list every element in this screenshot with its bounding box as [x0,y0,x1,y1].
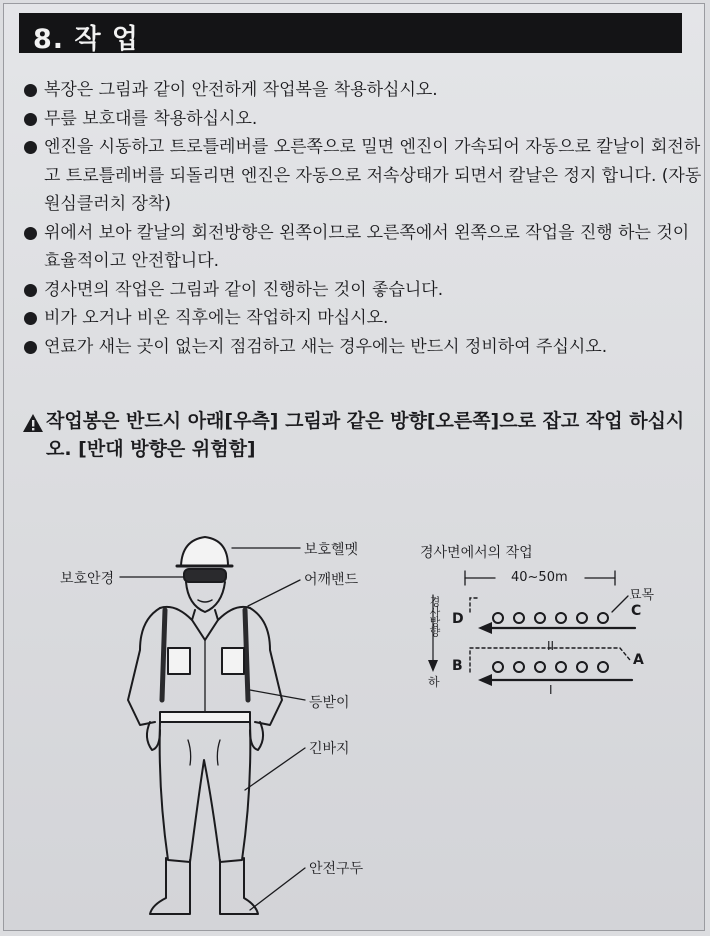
slope-distance-label: 40~50m [511,570,568,585]
warning-text: 작업봉은 반드시 아래[우측] 그림과 같은 방향[오른쪽]으로 잡고 작업 하십시오. [반대 방향은 위험함] [46,410,685,460]
bullet-item: 비가 오거나 비온 직후에는 작업하지 마십시오. [22,304,702,333]
label-helmet: 보호헬멧 [304,542,359,558]
bullet-item: 엔진을 시동하고 트로틀레버를 오른쪽으로 밀면 엔진이 가속되어 자동으로 칼날이 회전하고 트로틀레버를 되돌리면 엔진은 자동으로 저속상태가 되면서 칼날은 정지 합니다. (자동원심클러치 장착) [22,133,702,219]
bullet-dot-icon [24,284,37,297]
bullet-dot-icon [24,113,37,126]
bullet-item: 연료가 새는 곳이 없는지 점검하고 새는 경우에는 반드시 정비하여 주십시오. [22,333,702,362]
bullet-dot-icon [24,84,37,97]
bullet-item: 위에서 보아 칼날의 회전방향은 왼쪽이므로 오른쪽에서 왼쪽으로 작업을 진행 하는 것이 효율적이고 안전합니다. [22,219,702,276]
warning-triangle-icon [22,413,44,433]
bullet-item: 경사면의 작업은 그림과 같이 진행하는 것이 좋습니다. [22,276,702,305]
bullet-dot-icon [24,312,37,325]
label-goggles: 보호안경 [60,571,115,587]
slope-point-d: D [452,611,464,627]
bullet-list [22,76,702,361]
label-shoulder-band: 어깨밴드 [304,572,359,588]
slope-tree-label: 묘목 [629,588,655,603]
slope-point-b: B [452,658,463,674]
slope-row-mark-lower: I [549,683,553,697]
bullet-item: 무릎 보호대를 착용하십시오. [22,105,702,134]
slope-point-c: C [631,603,642,619]
label-safety-shoes: 안전구두 [309,861,364,877]
bullet-dot-icon [24,141,37,154]
section-title: 8. 작 업 [33,24,140,55]
slope-direction-label: 경사방향 [428,596,441,636]
section-title-bar [19,13,682,53]
slope-diagram-title: 경사면에서의 작업 [420,545,533,561]
slope-down-label: 하 [428,675,440,689]
bullet-dot-icon [24,227,37,240]
bullet-dot-icon [24,341,37,354]
label-back-pad: 등받이 [309,695,350,711]
label-long-pants: 긴바지 [309,741,350,757]
slope-point-a: A [633,652,644,668]
slope-row-mark-upper: II [547,639,555,653]
bullet-item: 복장은 그림과 같이 안전하게 작업복을 착용하십시오. [22,76,702,105]
